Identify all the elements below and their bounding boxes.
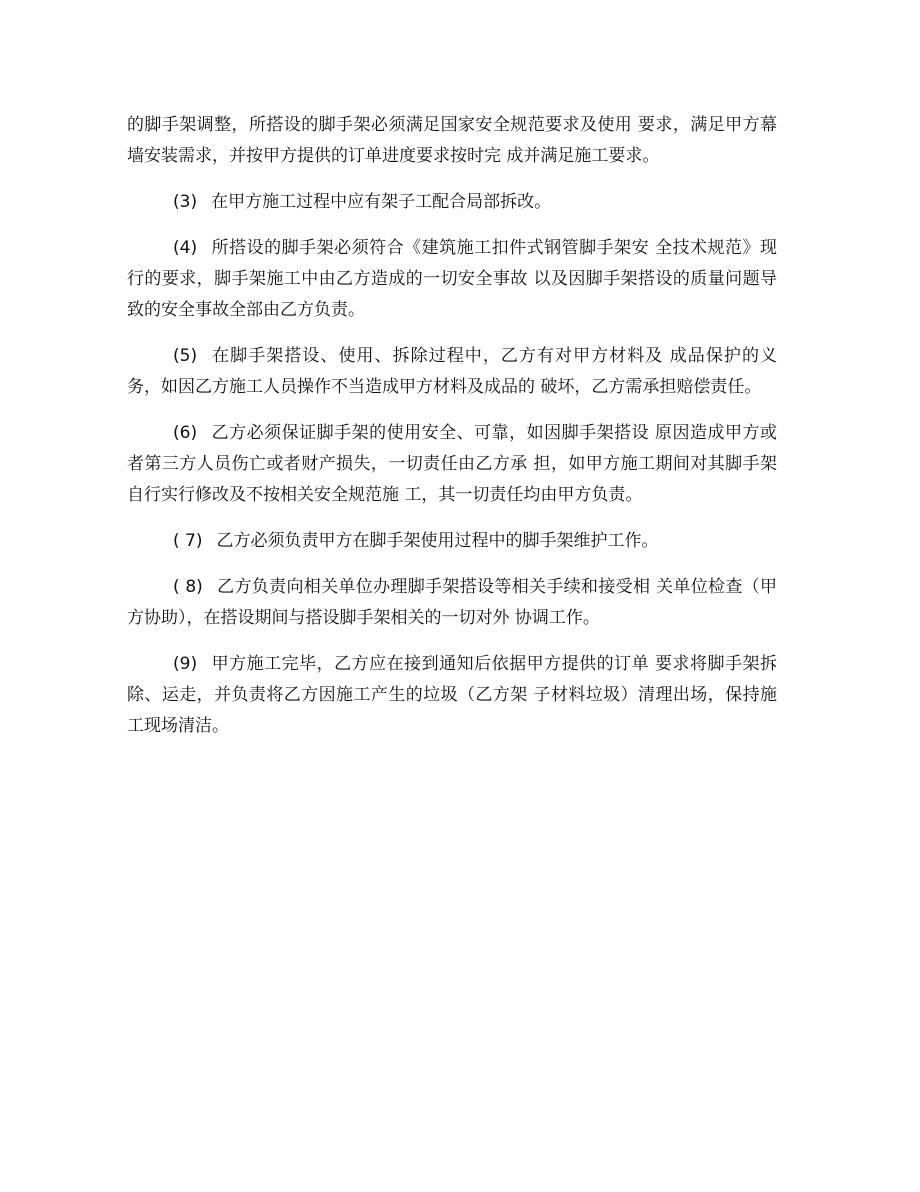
clause-number: ( 7) [173, 531, 203, 551]
clause-4 [127, 233, 777, 326]
clause-number: (3) [173, 192, 198, 212]
intro-paragraph: 的脚手架调整，所搭设的脚手架必须满足国家安全规范要求及使用 要求，满足甲方幕墙安装需求，并按甲方提供的订单进度要求按时完 成并满足施工要求。 [127, 115, 777, 166]
clause-9 [127, 649, 777, 742]
clause-text: 乙方必须负责甲方在脚手架使用过程中的脚手架维护工作。 [216, 531, 659, 551]
clause-number: ( 8) [173, 577, 203, 597]
clause-text: 甲方施工完毕，乙方应在接到通知后依据甲方提供的订单 要求将脚手架拆除、运走，并负责将乙方因施工产生的垃圾（乙方架 子材料垃圾）清理出场，保持施工现场清洁。 [127, 654, 777, 736]
clause-text: 在甲方施工过程中应有架子工配合局部拆改。 [211, 192, 552, 212]
clause-5 [127, 341, 777, 403]
clause-number: (6) [173, 423, 198, 443]
clause-number: (5) [173, 346, 198, 366]
clause-number: (9) [173, 654, 198, 674]
clause-6 [127, 418, 777, 511]
document-body [127, 110, 777, 757]
clause-3 [127, 187, 777, 218]
clause-7 [127, 526, 777, 557]
clause-text: 所搭设的脚手架必须符合《建筑施工扣件式钢管脚手架安 全技术规范》现行的要求，脚手架施工中由乙方造成的一切安全事故 以及因脚手架搭设的质量问题导致的安全事故全部由乙方负责。 [127, 238, 777, 320]
clause-text: 在脚手架搭设、使用、拆除过程中，乙方有对甲方材料及 成品保护的义务，如因乙方施工人员操作不当造成甲方材料及成品的 破坏，乙方需承担赔偿责任。 [127, 346, 777, 397]
clause-number: (4) [173, 238, 198, 258]
clause-text: 乙方必须保证脚手架的使用安全、可靠，如因脚手架搭设 原因造成甲方或者第三方人员伤亡或者财产损失，一切责任由乙方承 担，如甲方施工期间对其脚手架自行实行修改及不按相关安全规范施 工，其一切责任均由甲方负责。 [127, 423, 777, 505]
clause-8 [127, 572, 777, 634]
clause-text: 乙方负责向相关单位办理脚手架搭设等相关手续和接受相 关单位检查（甲方协助），在搭设期间与搭设脚手架相关的一切对外 协调工作。 [127, 577, 777, 628]
